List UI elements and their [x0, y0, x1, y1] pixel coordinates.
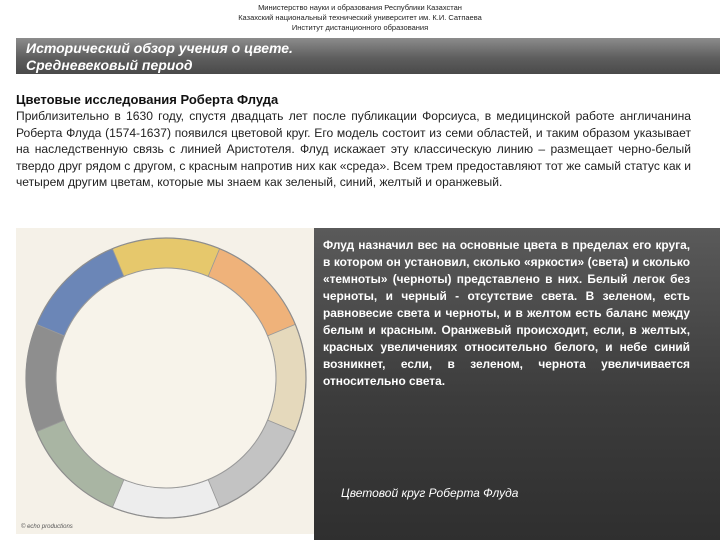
slide-title-line1: Исторический обзор учения о цвете. [26, 40, 293, 56]
figure-caption: Цветовой круг Роберта Флуда [341, 486, 519, 500]
slide-title-line2: Средневековый период [26, 57, 193, 73]
section-heading: Цветовые исследования Роберта Флуда [16, 92, 279, 107]
body-paragraph: Приблизительно в 1630 году, спустя двадцать лет после публикации Форсиуса, в медицинской работе англичанина Роберта Флуда (1574-1637) появился цветовой круг. Его модель состоит из семи областей, и таким образом указывает на наследственную связь с линией Аристотеля. Флуд искажает эту классическую линию – размещает черно-белый твердо друг рядом с другом, с красным напротив них как «среда». Всем трем предоставляют тот же самый статус как и четырем другим цветам, которые мы знаем как зеленый, синий, желтый и оранжевый. [16, 109, 691, 190]
ministry-header [0, 3, 720, 33]
header-line-institute: Институт дистанционного образования [291, 23, 429, 32]
slide-title [16, 38, 720, 74]
color-wheel-image [16, 228, 323, 534]
wheel-inner-circle [56, 268, 276, 488]
panel-description: Флуд назначил вес на основные цвета в пределах его круга, в котором он установил, сколько «яркости» (света) и сколько «темноты» (черноты) представлено в них. Белый легок без черноты, и черный - отсутствие света. В зеленом, есть равновесие света и черноты, и в желтом есть баланс между белым и красным. Оранжевый происходит, если, в желтых, красных увеличениях относительно белого, и небе синий возникнет, если, в зеленом, чернота увеличивается относительно света. [323, 238, 690, 388]
image-watermark: © echo productions [21, 524, 73, 530]
color-wheel-figure [16, 228, 323, 534]
description-panel [314, 228, 720, 540]
header-line-university: Казахский национальный технический университет им. К.И. Сатпаева [238, 13, 482, 22]
header-line-ministry: Министерство науки и образования Республики Казахстан [258, 3, 462, 12]
